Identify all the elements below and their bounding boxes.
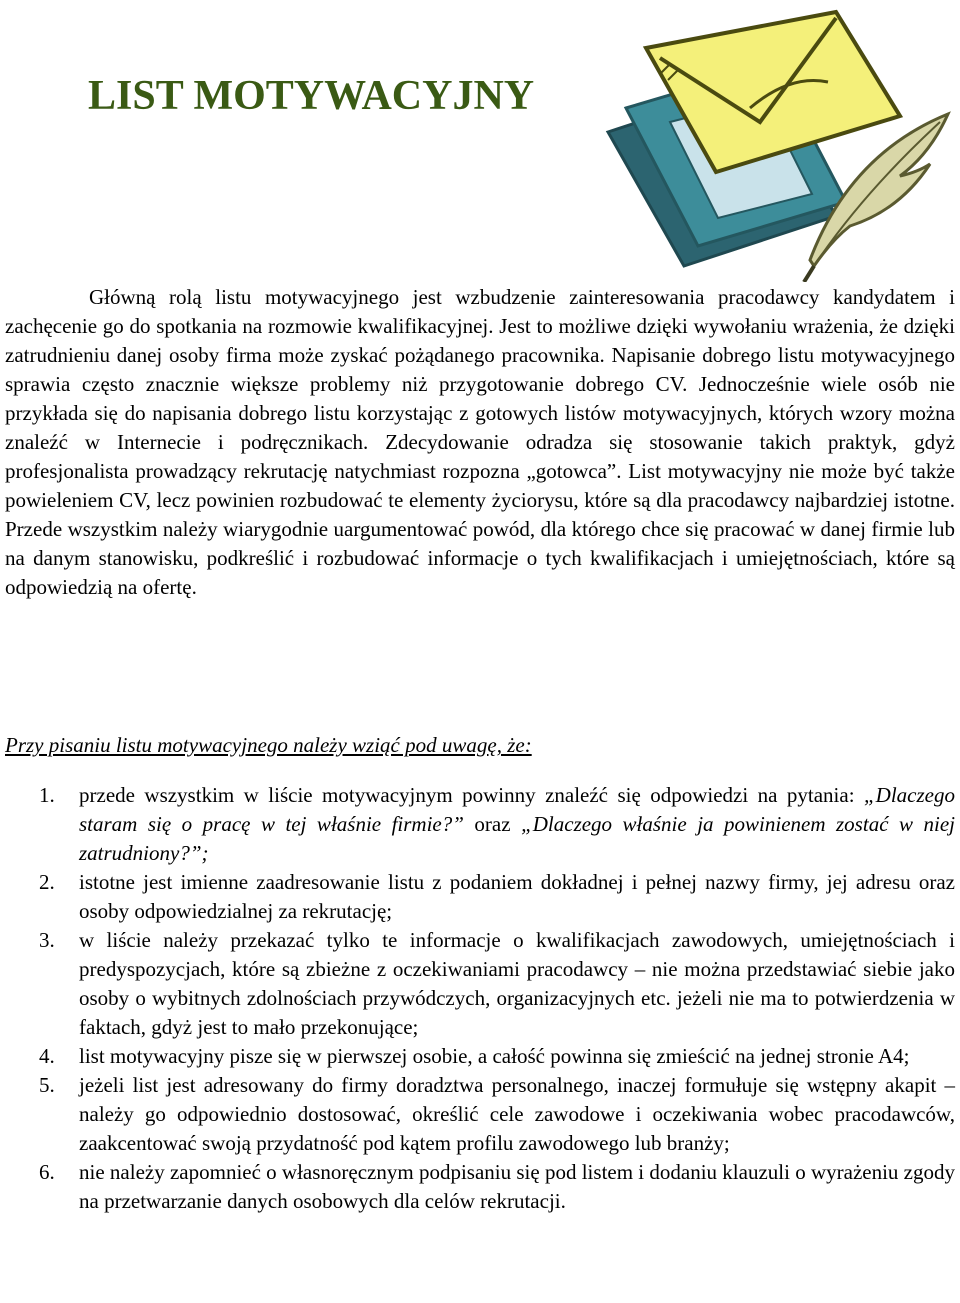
document-title: LIST MOTYWACYJNY: [88, 73, 535, 119]
list-item-text: w liście należy przekazać tylko te informacje o kwalifikacjach zawodowych, umiejętnościach i predyspozycjach, które są zbieżne z oczekiwaniami pracodawcy – nie można przedstawiać siebie jako osoby o wybitnych zdolnościach przywódczych, organizacyjnych etc. jeżeli nie ma to potwierdzenia w faktach, gdyż jest to mało przekonujące;: [79, 928, 955, 1039]
list-item-number: 2.: [39, 870, 55, 894]
intro-paragraph: Główną rolą listu motywacyjnego jest wzbudzenie zainteresowania pracodawcy kandydatem i zachęcenie go do spotkania na rozmowie kwalifikacyjnej. Jest to możliwe dzięki wywołaniu wrażenia, że dzięki zatrudnieniu danej osoby firma może zyskać pożądanego pracownika. Napisanie dobrego listu motywacyjnego sprawia często znacznie większe problemy niż przygotowanie dobrego CV. Jednocześnie wiele osób nie przykłada się do napisania dobrego listu korzystając z gotowych listów motywacyjnych, których wzory można znaleźć w Internecie i podręcznikach. Zdecydowanie odradza się stosowanie takich praktyk, gdyż profesjonalista prowadzący rekrutację natychmiast rozpozna „gotowca”. List motywacyjny nie może być także powieleniem CV, lecz powinien rozbudować te elementy życiorysu, które są dla pracodawcy najbardziej istotne. Przede wszystkim należy wiarygodnie uargumentować powód, dla którego chce się pracować w danej firmie lub na danym stanowisku, podkreślić i rozbudować informacje o tych kwalifikacjach i umiejętnościach, które są odpowiedzią na ofertę.: [5, 285, 955, 599]
list-item-text: jeżeli list jest adresowany do firmy doradztwa personalnego, inaczej formułuje się wstępny akapit – należy go odpowiednio dostosować, określić cele zawodowe i oczekiwania wobec pracodawców, zaakcentować swoją przydatność pod kątem profilu zawodowego lub branży;: [79, 1073, 955, 1155]
list-item: [5, 1158, 955, 1216]
list-item: [5, 1042, 955, 1071]
list-item-number: 6.: [39, 1160, 55, 1184]
list-item: [5, 926, 955, 1042]
envelope-quill-icon: [600, 4, 960, 282]
list-item-number: 3.: [39, 928, 55, 952]
section-subheading: Przy pisaniu listu motywacyjnego należy wziąć pod uwagę, że:: [5, 733, 532, 757]
list-item: [5, 868, 955, 926]
list-item-text: przede wszystkim w liście motywacyjnym powinny znaleźć się odpowiedzi na pytania:: [79, 783, 864, 807]
list-item: [5, 1071, 955, 1158]
list-item-text-middle: oraz: [463, 812, 522, 836]
list-item-text: istotne jest imienne zaadresowanie listu z podaniem dokładnej i pełnej nazwy firmy, jej adresu oraz osoby odpowiedzialnej za rekrutację;: [79, 870, 955, 923]
question-two: „Dlaczego właśnie ja powinienem zostać w niej zatrudniony?”;: [79, 812, 955, 865]
list-item-text: list motywacyjny pisze się w pierwszej osobie, a całość powinna się zmieścić na jednej stronie A4;: [79, 1044, 910, 1068]
list-item-text: nie należy zapomnieć o własnoręcznym podpisaniu się pod listem i dodaniu klauzuli o wyrażeniu zgody na przetwarzanie danych osobowych dla celów rekrutacji.: [79, 1160, 955, 1213]
list-item-number: 4.: [39, 1044, 55, 1068]
list-item: [5, 781, 955, 868]
list-item-number: 1.: [39, 783, 55, 807]
question-one: „Dlaczego staram się o pracę w tej właśnie firmie?”: [79, 783, 955, 836]
tips-list: [5, 781, 955, 1216]
list-item-number: 5.: [39, 1073, 55, 1097]
